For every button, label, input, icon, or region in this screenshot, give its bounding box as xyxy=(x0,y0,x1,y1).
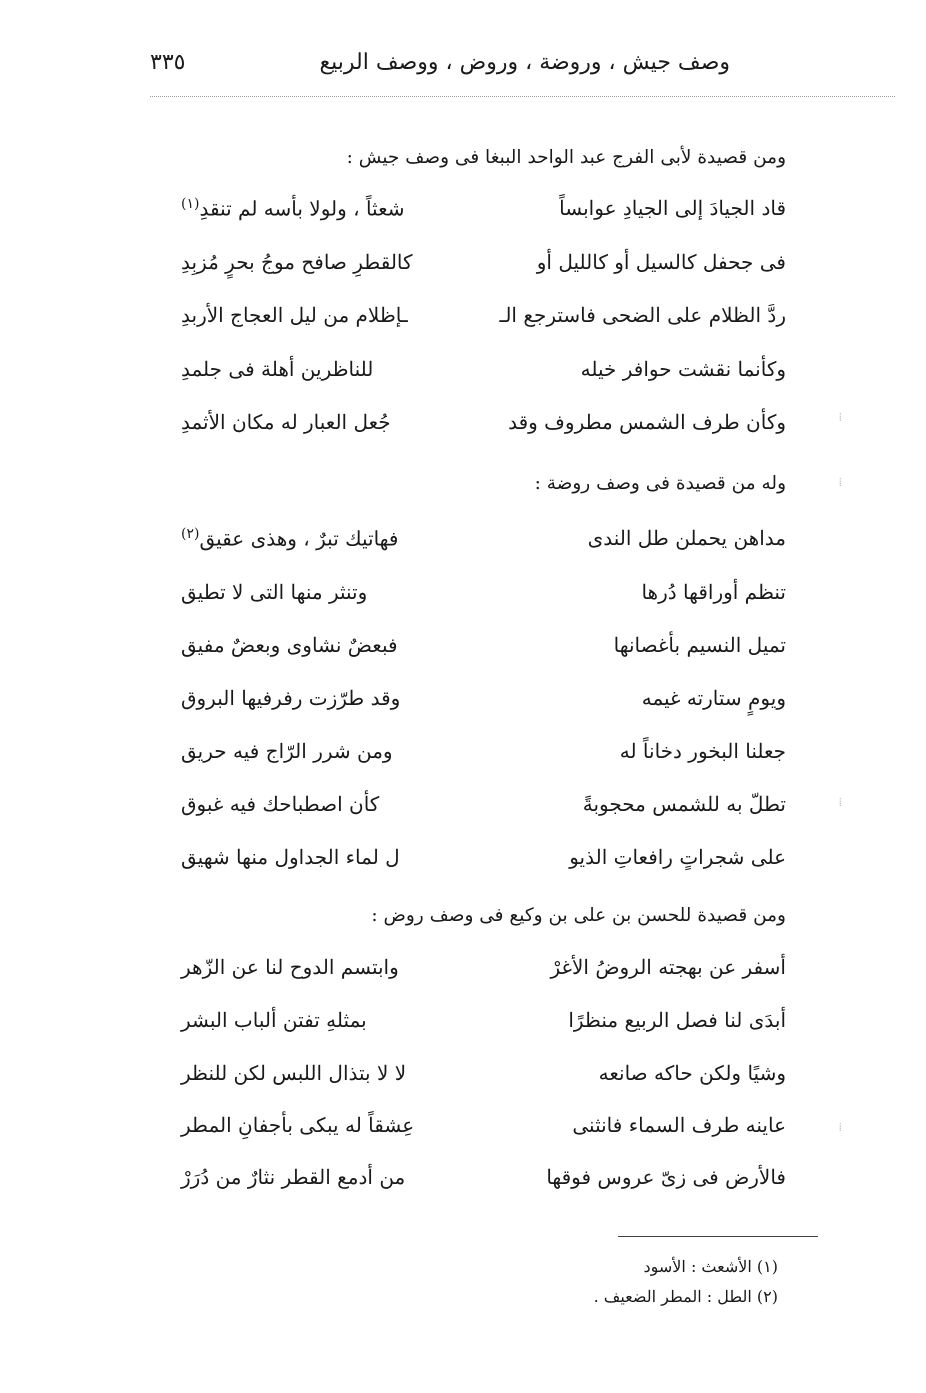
verse-line xyxy=(181,196,786,236)
verse-first-hemistich: فالأرض فى زىّ عروس فوقها xyxy=(546,1165,786,1189)
verse-second-hemistich: ـإظلام من ليل العجاج الأربدِ xyxy=(181,303,408,327)
verse-second-hemistich: ومن شرر الرّاج فيه حريق xyxy=(181,739,393,763)
verse-first-hemistich: وكأنما نقشت حوافر خيله xyxy=(580,357,786,381)
verse-line xyxy=(181,357,786,397)
verse-second-hemistich: ل لماء الجداول منها شهيق xyxy=(181,845,400,869)
verse-second-hemistich: عِشقاً له يبكى بأجفانِ المطر xyxy=(181,1113,415,1137)
verse-line xyxy=(181,739,786,779)
header-title: وصف جيش ، وروضة ، وروض ، ووصف الربيع xyxy=(319,50,730,75)
verse-first-hemistich: تميل النسيم بأغصانها xyxy=(613,633,786,657)
verse-line xyxy=(181,1113,786,1153)
verse-line xyxy=(181,526,786,566)
verse-line xyxy=(181,955,786,995)
verse-line xyxy=(181,1008,786,1048)
verse-first-hemistich: جعلنا البخور دخاناً له xyxy=(619,739,786,763)
verse-second-hemistich xyxy=(181,196,451,221)
footnote-ref: (١) xyxy=(181,196,200,212)
margin-mark: ⁞ xyxy=(838,795,842,809)
verse-first-hemistich: أسفر عن بهجته الروضُ الأغرْ xyxy=(550,955,786,979)
verse-first-hemistich: عاينه طرف السماء فانثنى xyxy=(572,1113,786,1137)
verse-line xyxy=(181,410,786,450)
verse-first-hemistich: ويومٍ ستارته غيمه xyxy=(641,686,786,710)
footnote: (٢) الطل : المطر الضعيف . xyxy=(593,1287,778,1306)
verse-line xyxy=(181,580,786,620)
verse-first-hemistich: ردَّ الظلام على الضحى فاسترجع الـ xyxy=(499,303,786,327)
verse-line xyxy=(181,845,786,885)
verse-second-hemistich: وقد طرّزت رفرفيها البروق xyxy=(181,686,401,710)
header-divider xyxy=(150,96,895,97)
verse-second-hemistich: كالقطرِ صافح موجُ بحرٍ مُزبِدِ xyxy=(181,250,413,274)
verse-first-hemistich: مداهن يحملن طل الندى xyxy=(587,526,786,550)
verse-second-hemistich: فبعضٌ نشاوى وبعضٌ مفيق xyxy=(181,633,398,657)
verse-second-hemistich: جُعل العبار له مكان الأثمدِ xyxy=(181,410,391,434)
section-intro: ومن قصيدة للحسن بن على بن وكيع فى وصف روض : xyxy=(371,905,786,926)
margin-mark: ⁞ xyxy=(838,1120,842,1134)
footnote-ref: (٢) xyxy=(181,526,200,542)
verse-second-hemistich: للناظرين أهلة فى جلمدِ xyxy=(181,357,374,381)
verse-line xyxy=(181,792,786,832)
verse-line xyxy=(181,1061,786,1101)
verse-first-hemistich: تطلّ به للشمس محجوبةً xyxy=(582,792,786,816)
verse-line xyxy=(181,303,786,343)
verse-second-hemistich: وتنثر منها التى لا تطيق xyxy=(181,580,368,604)
verse-first-hemistich: تنظم أوراقها دُرها xyxy=(641,580,786,604)
verse-second-hemistich: وابتسم الدوح لنا عن الزّهر xyxy=(181,955,399,979)
section-intro: ومن قصيدة لأبى الفرج عبد الواحد الببغا فى وصف جيش : xyxy=(346,147,786,168)
verse-first-hemistich: فى جحفل كالسيل أو كالليل أو xyxy=(536,250,786,274)
verse-line xyxy=(181,250,786,290)
hemistich-text: فهاتيك تبرٌ ، وهذى عقيق xyxy=(199,526,399,551)
running-header xyxy=(150,50,730,94)
verse-second-hemistich: كأن اصطباحك فيه غبوق xyxy=(181,792,380,816)
hemistich-text: شعثاً ، ولولا بأسه لم تنقدِ xyxy=(199,196,405,221)
verse-first-hemistich: على شجراتٍ رافعاتِ الذيو xyxy=(569,845,786,869)
verse-second-hemistich: من أدمع القطر نثارٌ من دُرَرْ xyxy=(181,1165,406,1189)
verse-line xyxy=(181,1165,786,1205)
section-intro: وله من قصيدة فى وصف روضة : xyxy=(534,473,786,494)
verse-first-hemistich: وشيًا ولكن حاكه صانعه xyxy=(598,1061,786,1085)
page-number: ٣٣٥ xyxy=(150,50,186,75)
verse-line xyxy=(181,686,786,726)
verse-second-hemistich xyxy=(181,526,451,551)
verse-line xyxy=(181,633,786,673)
verse-second-hemistich: بمثلهِ تفتن ألباب البشر xyxy=(181,1008,367,1032)
verse-first-hemistich: أبدَى لنا فصل الربيع منظرًا xyxy=(568,1008,786,1032)
verse-first-hemistich: وكأن طرف الشمس مطروف وقد xyxy=(508,410,786,434)
margin-mark: ⁞ xyxy=(838,475,842,489)
footnote-divider xyxy=(618,1236,818,1237)
verse-first-hemistich: قاد الجيادَ إلى الجيادِ عوابساً xyxy=(559,196,786,220)
verse-second-hemistich: لا لا بتذال اللبس لكن للنظر xyxy=(181,1061,407,1085)
margin-mark: ⁞ xyxy=(838,410,842,424)
footnote: (١) الأشعث : الأسود xyxy=(643,1257,778,1276)
